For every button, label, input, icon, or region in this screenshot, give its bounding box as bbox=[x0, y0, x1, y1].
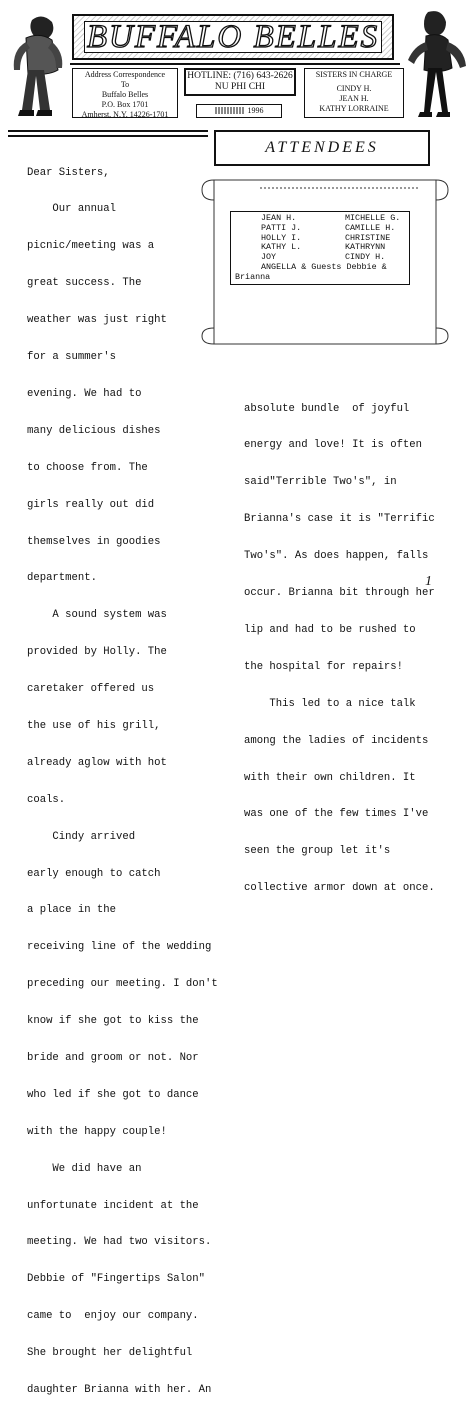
letter-line: lip and had to be rushed to bbox=[244, 623, 416, 636]
attendee-name: KATHRYNN bbox=[345, 242, 386, 253]
address-line: Address Correspondence bbox=[84, 70, 166, 79]
letter-line: This led to a nice talk bbox=[244, 697, 416, 710]
attendees-heading-box bbox=[214, 130, 430, 166]
letter-line: occur. Brianna bit through her bbox=[244, 587, 435, 600]
letter-line: seen the group let it's bbox=[244, 845, 391, 858]
attendee-list bbox=[230, 211, 410, 285]
letter-line: daughter Brianna with her. An bbox=[27, 1383, 212, 1396]
attendee-name: KATHY L. bbox=[261, 242, 302, 253]
attendee-guests-line: ANGELLA & Guests Debbie & bbox=[261, 261, 387, 272]
letter-line: preceding our meeting. I don't bbox=[27, 978, 218, 991]
letter-line: said"Terrible Two's", in bbox=[244, 476, 397, 489]
letter-left-column bbox=[27, 142, 218, 1409]
letter-line: collective armor down at once. bbox=[244, 882, 435, 895]
letter-line: Brianna's case it is "Terrific bbox=[244, 513, 435, 526]
address-line: To bbox=[120, 80, 130, 89]
letter-right-column bbox=[244, 378, 435, 907]
letter-line: with their own children. It bbox=[244, 771, 416, 784]
letter-line: department. bbox=[27, 572, 97, 585]
address-line: Buffalo Belles bbox=[101, 90, 149, 99]
woman-left-clipart bbox=[6, 10, 72, 122]
letter-line: coals. bbox=[27, 793, 66, 806]
letter-line: was one of the few times I've bbox=[244, 808, 429, 821]
letter-line: energy and love! It is often bbox=[244, 439, 423, 452]
attendee-name-grid bbox=[235, 214, 409, 263]
letter-line: the hospital for repairs! bbox=[244, 660, 403, 673]
letter-line: many delicious dishes bbox=[27, 424, 161, 437]
letter-line: already aglow with hot bbox=[27, 756, 167, 769]
letter-line: meeting. We had two visitors. bbox=[27, 1236, 212, 1249]
hotline-subtitle: NU PHI CHI bbox=[214, 82, 266, 92]
attendee-name: HOLLY I. bbox=[261, 232, 302, 243]
sister-name: CINDY H. bbox=[336, 84, 372, 93]
sisters-heading: SISTERS IN CHARGE bbox=[315, 70, 393, 79]
handwritten-month-mark bbox=[215, 107, 245, 114]
hotline-box bbox=[184, 68, 296, 96]
letter-line: She brought her delightful bbox=[27, 1347, 193, 1360]
attendee-guests-line: Brianna bbox=[235, 271, 271, 282]
letter-line: Our annual bbox=[27, 203, 117, 216]
letter-line: evening. We had to bbox=[27, 387, 142, 400]
letter-line: a place in the bbox=[27, 904, 117, 917]
letter-line: unfortunate incident at the bbox=[27, 1199, 199, 1212]
page-number: 1 bbox=[425, 574, 432, 589]
woman-right-clipart bbox=[398, 8, 470, 122]
letter-line: who led if she got to dance bbox=[27, 1088, 199, 1101]
letter-line: Cindy arrived bbox=[27, 830, 136, 843]
section-rule bbox=[8, 135, 208, 137]
letter-line: know if she got to kiss the bbox=[27, 1015, 199, 1028]
issue-year: 1996 bbox=[247, 106, 264, 115]
masthead-rule bbox=[70, 63, 400, 65]
letter-line: for a summer's bbox=[27, 351, 117, 364]
letter-line: themselves in goodies bbox=[27, 535, 161, 548]
letter-line: bride and groom or not. Nor bbox=[27, 1051, 199, 1064]
letter-line: Two's". As does happen, falls bbox=[244, 550, 429, 563]
sisters-in-charge-box bbox=[304, 68, 404, 118]
letter-line: great success. The bbox=[27, 277, 142, 290]
letter-line: We did have an bbox=[27, 1162, 142, 1175]
letter-line: to choose from. The bbox=[27, 461, 148, 474]
masthead-title: BUFFALO BELLES bbox=[86, 18, 380, 55]
attendee-name: JEAN H. bbox=[261, 213, 297, 223]
attendee-name: JOY bbox=[261, 252, 277, 263]
letter-line: Dear Sisters, bbox=[27, 166, 110, 179]
attendee-name: CHRISTINE bbox=[345, 232, 391, 243]
masthead-banner bbox=[72, 14, 394, 60]
letter-line: girls really out did bbox=[27, 498, 155, 511]
attendees-title: ATTENDEES bbox=[265, 139, 379, 156]
attendee-name: CAMILLE H. bbox=[345, 222, 396, 233]
sister-name: JEAN H. bbox=[339, 94, 369, 103]
letter-line: with the happy couple! bbox=[27, 1125, 167, 1138]
section-rule bbox=[8, 130, 208, 132]
masthead-title-frame bbox=[84, 18, 382, 55]
letter-line: came to enjoy our company. bbox=[27, 1310, 199, 1323]
letter-line: absolute bundle of joyful bbox=[244, 402, 410, 415]
hotline-number: HOTLINE: (716) 643-2626 bbox=[187, 71, 293, 81]
letter-line: Debbie of "Fingertips Salon" bbox=[27, 1273, 206, 1286]
attendee-name: CINDY H. bbox=[345, 252, 386, 263]
letter-line: weather was just right bbox=[27, 314, 167, 327]
attendee-name: MICHELLE G. bbox=[345, 213, 401, 223]
letter-line: provided by Holly. The bbox=[27, 646, 167, 659]
letter-line: A sound system was bbox=[27, 609, 167, 622]
attendee-name: PATTI J. bbox=[261, 222, 302, 233]
letter-line: caretaker offered us bbox=[27, 683, 155, 696]
letter-line: receiving line of the wedding bbox=[27, 941, 212, 954]
issue-date-box bbox=[196, 104, 282, 118]
sister-name: KATHY LORRAINE bbox=[319, 104, 389, 113]
letter-line: the use of his grill, bbox=[27, 719, 161, 732]
address-line: P.O. Box 1701 bbox=[101, 100, 149, 109]
address-line: Amherst, N.Y. 14226-1701 bbox=[81, 110, 169, 119]
letter-line: early enough to catch bbox=[27, 867, 161, 880]
letter-line: picnic/meeting was a bbox=[27, 240, 155, 253]
letter-line: among the ladies of incidents bbox=[244, 734, 429, 747]
address-box bbox=[72, 68, 178, 118]
